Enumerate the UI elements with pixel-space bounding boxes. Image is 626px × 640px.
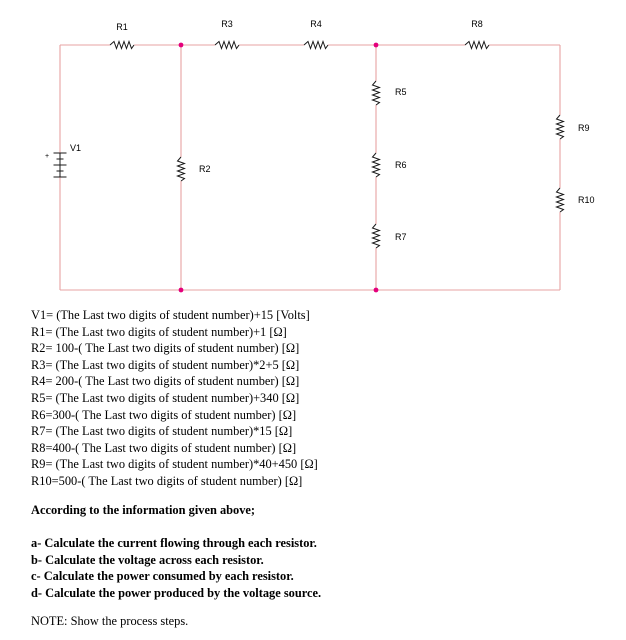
formula-line: R10=500-( The Last two digits of student number) [Ω] — [31, 473, 303, 488]
junction-node — [179, 43, 184, 48]
formula-line: R6=300-( The Last two digits of student number) [Ω] — [31, 407, 297, 422]
junction-node — [179, 288, 184, 293]
circuit-schematic — [0, 0, 626, 300]
resistor-label: R5 — [395, 87, 407, 97]
resistor-r1-symbol — [110, 42, 134, 49]
resistor-label: R7 — [395, 232, 407, 242]
resistor-r8-symbol — [465, 42, 489, 49]
formula-line: R9= (The Last two digits of student number)*40+450 [Ω] — [31, 457, 318, 472]
resistor-r10-symbol — [557, 188, 564, 212]
resistor-r3-symbol — [215, 42, 239, 49]
junction-node — [374, 288, 379, 293]
resistor-label: R1 — [116, 22, 128, 32]
task-item: d- Calculate the power produced by the voltage source. — [31, 585, 322, 600]
resistor-r9-symbol — [557, 115, 564, 139]
formula-line: R7= (The Last two digits of student number)*15 [Ω] — [31, 424, 293, 439]
formula-line: R5= (The Last two digits of student number)+340 [Ω] — [31, 390, 300, 405]
junction-node — [374, 43, 379, 48]
value-definitions — [31, 307, 621, 490]
task-item: b- Calculate the voltage across each resistor. — [31, 552, 264, 567]
resistor-r2-symbol — [178, 157, 185, 181]
resistor-label: R2 — [199, 164, 211, 174]
resistor-label: R8 — [471, 19, 483, 29]
resistor-r7-symbol — [373, 224, 380, 248]
resistor-label: R10 — [578, 195, 595, 205]
resistor-r4-symbol — [304, 42, 328, 49]
resistor-label: R6 — [395, 160, 407, 170]
formula-line: R1= (The Last two digits of student number)+1 [Ω] — [31, 324, 287, 339]
resistor-r5-symbol — [373, 81, 380, 105]
task-item: a- Calculate the current flowing through each resistor. — [31, 536, 317, 551]
formula-line: R4= 200-( The Last two digits of student number) [Ω] — [31, 374, 300, 389]
formula-line: R8=400-( The Last two digits of student number) [Ω] — [31, 440, 297, 455]
battery-icon — [54, 153, 67, 177]
formula-line: R2= 100-( The Last two digits of student number) [Ω] — [31, 341, 300, 356]
resistor-r6-symbol — [373, 153, 380, 177]
task-item: c- Calculate the power consumed by each resistor. — [31, 569, 294, 584]
task-list — [31, 535, 621, 601]
instruction-text: According to the information given above; — [31, 502, 256, 517]
resistor-label: R4 — [310, 19, 322, 29]
resistor-label: R3 — [221, 19, 233, 29]
formula-line: R3= (The Last two digits of student number)*2+5 [Ω] — [31, 357, 300, 372]
source-label: V1 — [70, 143, 82, 153]
battery-plus-sign: + — [45, 153, 50, 160]
problem-statement — [31, 307, 621, 629]
formula-line: V1= (The Last two digits of student number)+15 [Volts] — [31, 308, 310, 322]
note-text: NOTE: Show the process steps. — [31, 613, 189, 628]
resistor-label: R9 — [578, 123, 590, 133]
